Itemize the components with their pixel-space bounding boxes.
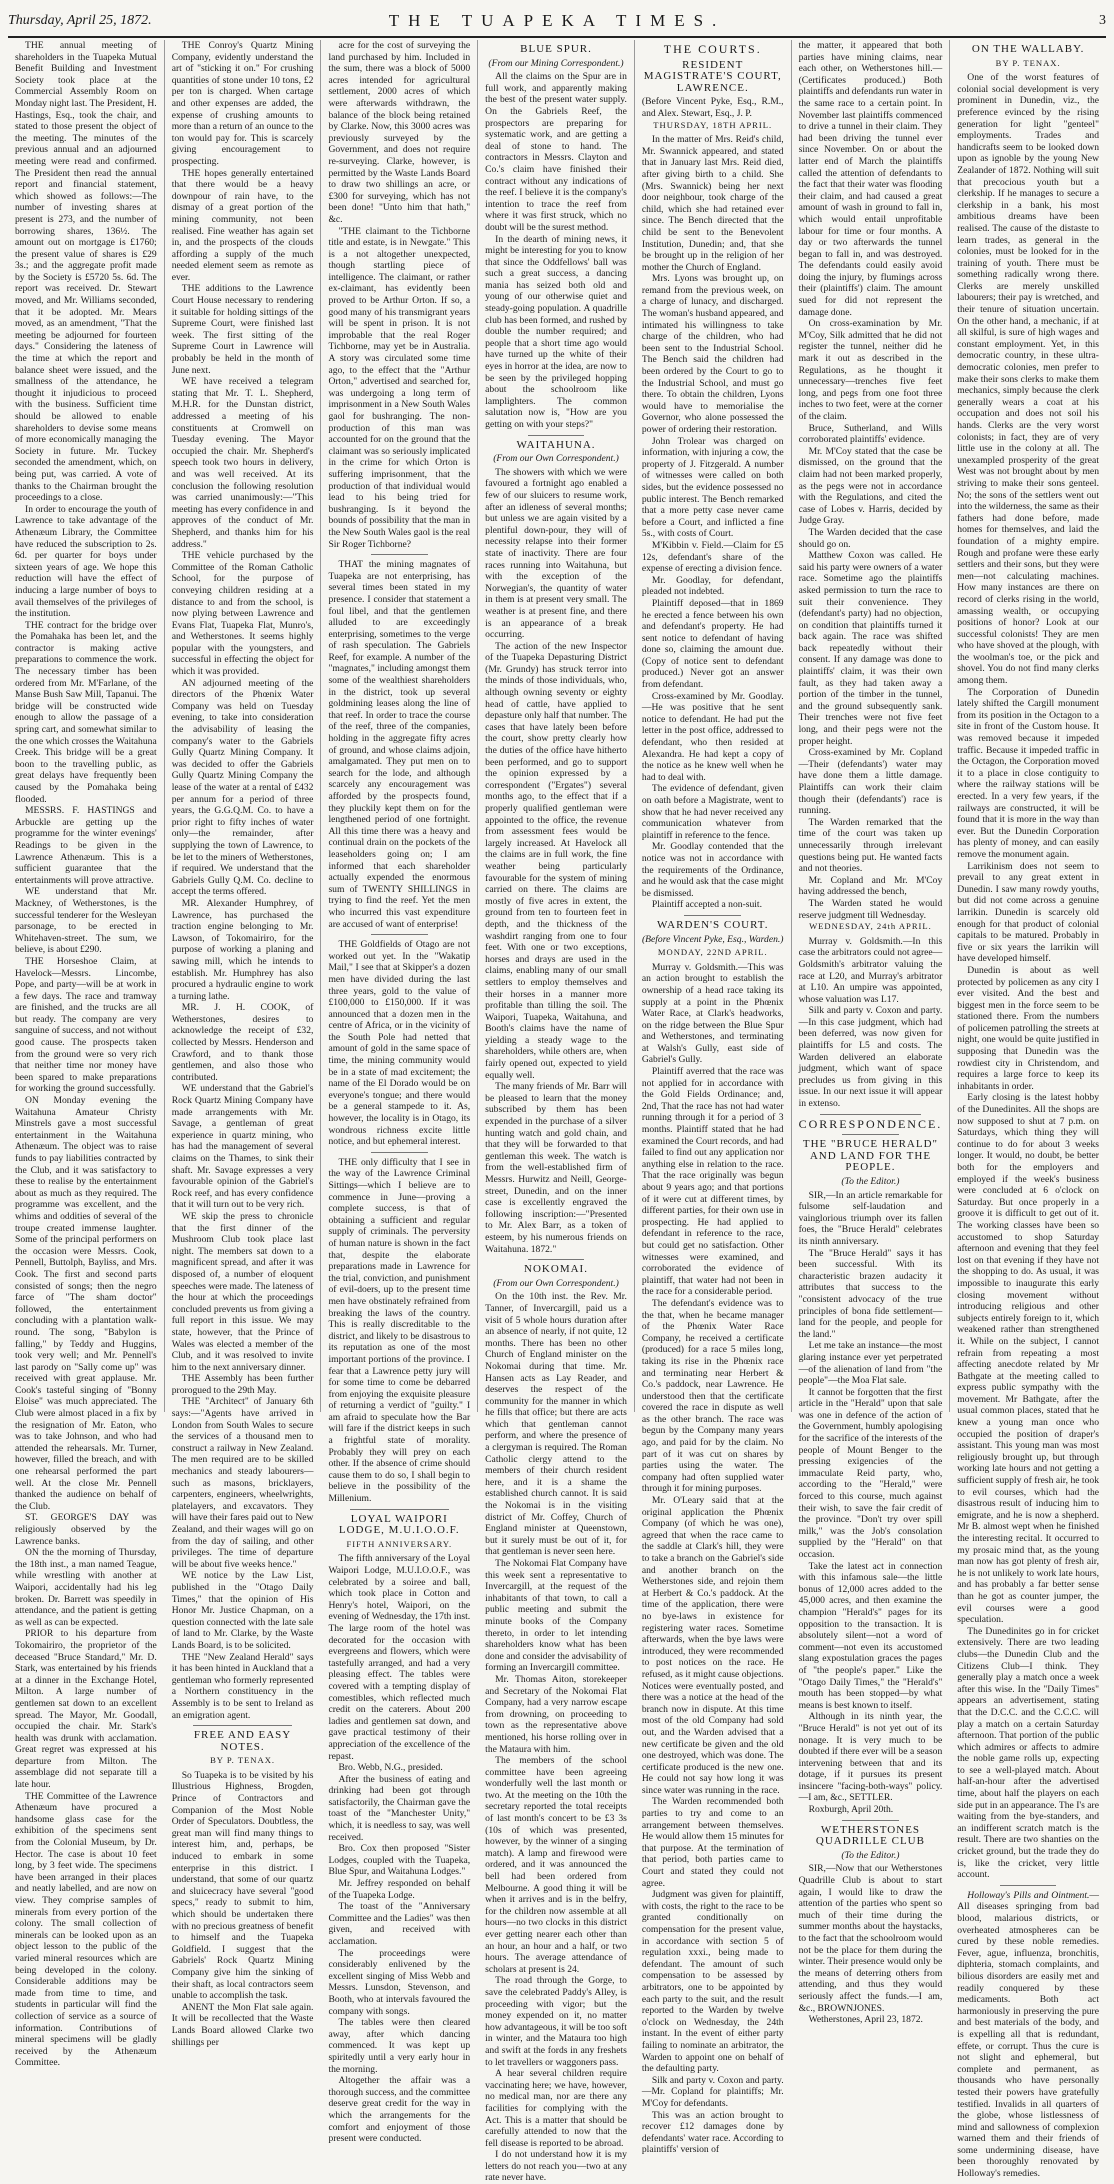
court-paragraph: Silk and party v. Coxon and party.—In this case judgment, which had been deferred, was now given for plaintiffs for L5 and costs. The Warden delivered an elaborate judgment, which want of space precludes us from giving in this issue. In our next issue it will appear in extenso.: [798, 1005, 943, 1110]
column-4: [478, 40, 635, 2184]
article-paragraph: Mr. Thomas Aiton, storekeeper and Secretary of the Nokomai Flat Company, had a very narrow escape from drowning, on proceeding to town as the representative above mentioned, his horse rolling over in the Mataura with him.: [485, 1673, 627, 1755]
advertisement-text: All diseases springing from bad blood, malarious districts, or overheated atmospheres can be cured by these noble remedies. Fever, ague, influenza, bronchitis, diphteria, stomach complaints, and bilious disorders are easily met and readily conquered by these medicaments. Both act harmoniously in preserving the pure and best materials of the body, and is expelling all that is redundant, effete, or corrupt. Thus the cure is not slight and ephemeral, but complete and permanent, as thousands who have personally tested their powers have gratefully testified. Invalids in all quarters of the globe, whose listlessness of mind and sallowness of complexion warned them and their friends of some undermining disease, have been thoroughly renovated by Holloway's remedies.: [957, 1901, 1099, 2180]
letter-paragraph: Roxburgh, April 20th.: [808, 1804, 894, 1816]
article-paragraph: The proceedings were considerably enlivened by the excellent singing of Miss Webb and Messrs. Lunsdon, Stevenson, and Booth, who at intervals favoured the company with songs.: [328, 1947, 471, 2017]
article-paragraph: THE Goldfields of Otago are not worked out yet. In the "Wakatip Mail," I see that at Skipper's a dozen men have divided during the last three years, gold to the value of £100,000 to £150,000. If it was announced that a dozen men in the centre of Africa, or in the vicinity of the South Pole had netted that amount of gold in the same space of time, the mining community would be in a state of mad excitement; the name of the El Dorado would be on everyone's tongue; and there would be a general stampede to it. As, however, the locality is in Otago, its wondrous richness excite little notice, and but ephemeral interest.: [328, 939, 471, 1148]
court-paragraph: John Trolear was charged on information, with injuring a cow, the property of J. Fitzgerald. A number of witnesses were called on both sides, but the evidence possessed no public interest. The Bench remarked that a more petty case never came before a Court, and inflicted a fine 5s., with costs of Court.: [641, 435, 784, 540]
news-paragraph: WE understand that Mr. Mackney, of Wetherstones, is the successful tenderer for the Wesleyan parsonage, to be erected in Whitehaven-street. The sum, we believe, is about £290.: [15, 886, 157, 956]
article-paragraph: The showers with which we were favoured a fortnight ago enabled a few of our sluicers to resume work, after an idleness of several months; but unless we are again visited by a plentiful down-pour, they will of necessity relapse into their former state of inactivity. There are four races running into Waitahuna, but with the exception of the Norwegian's, the quantity of water in them is at present very small. The weather is at present fine, and there is an appearance of a break occurring.: [485, 466, 627, 641]
article-paragraph: One of the worst features of colonial social development is very prominent in Dunedin, viz., the preference evinced by the rising generation for light "genteel" employments. Trades and handicrafts seem to be looked down upon as ignoble by the young New Zealander of 1872. Nothing will suit that precocious youth but a clerkship. If he manages to secure a clerkship in a bank, his most ambitious dreams have been realised. The cause of the distaste to learn trades, as general in the colonies, must be looked for in the training of youth. There must be something radically wrong there. Clerks are merely unskilled labourers; their pay is wretched, and their tenure of situation uncertain. On the other hand, a mechanic, if at all skilful, is sure of high wages and constant employment. Yet, in this democratic country, in these ultra-democratic colonies, men prefer to make their sons clerks to make them mechanics, simply because the clerk generally wears a coat at his occupation and does not soil his hands. Clerks are the very worst colonists; in fact, they are of very little use in the colony at all. The unexampled prosperity of the great West was not brought about by men striving to make their sons genteel. No; the sons of the settlers went out into the wilderness, the same as their fathers had done before, made homes for themselves, and laid the foundation of a mighty empire. Rough and profane were these early settlers and their sons, but they were men—not calculating machines. How many instances are there on record of clerks rising in the world, amassing wealth, or occupying positions of honor? Look at our successful colonists! They are men who have shoved at the plough, with the woolman's toe, or the pick and shovel. You do not find many clerks among them.: [957, 72, 1099, 687]
news-paragraph: PRIOR to his departure from Tokomairiro, the proprietor of the deceased "Bruce Standard," Mr. D. Stark, was entertained by his friends at a dinner in the Exchange Hotel, Milton. A large number of gentlemen sat down to an excellent spread. The Mayor, Mr. Goodall, occupied the chair. Mr. Stark's health was drunk with acclamation. Great regret was expressed at his departure from Milton. The assemblage did not separate till a late hour.: [15, 1628, 157, 1791]
court-paragraph: Murray v. Goldsmith.—In this case the arbitrators could not agree—Goldsmith's arbitrator valuing the race at L20, and Murray's arbitrator at L10. An umpire was appointed, whose valuation was L17.: [798, 935, 943, 1005]
article-paragraph: In the dearth of mining news, it might be interesting for you to know that since the Oddfellows' ball was such a great success, a dancing mania has seized both old and young of our otherwise quiet and steady-going population. A quadrille club has been formed, and rushed by double the number required; and people that a short time ago would have turned up the white of their eyes in horror at the idea, are now to be seen by the privileged hopping about the schoolroom like lamplighters. The common salutation now is, "How are you getting on with your steps?": [485, 233, 627, 430]
article-paragraph: So Tuapeka is to be visited by his Illustrious Highness, Brogden, Prince of Contractors and Companion of the Most Noble Order of Speculators. Doubtless, the great man will find many things to interest him, and, perhaps, be induced to embark in some enterprise in this district. I understand, that some of our quartz and sluicecracy have several "good specs," ready to submit to him, which should be undertaken there with no precious greatness of benefit to himself and the Tuapeka Goldfield. I suggest that the Gabriels' Rock Quartz Mining Company give him the sinking of their shaft, as local contractors seem unable to accomplish the task.: [171, 1769, 314, 2002]
court-paragraph: Cross-examined by Mr. Goodlay.—He was positive that he sent notice to defendant. He had put the letter in the post office, addressed to defendant, who then resided at Alexandra. He had kept a copy of the notice as he knew well when he had to deal with.: [641, 690, 784, 783]
news-paragraph: THE annual meeting of shareholders in the Tuapeka Mutual Benefit Building and Investment Society took place at the Commercial Assembly Room on Monday night last. The President, H. Hastings, Esq., took the chair, and stated to those present the object of the meeting. The minutes of the previous annual and an adjourned meeting were read and confirmed. The President then read the annual report and financial statement, which showed as follows:—The number of investing shares at present is 273, and the number of borrowing shares, 136½. The amount out on mortgage is £1760; the present value of shares is £29 3s.; and the aggregate profit made by the Society is £5720 5s. 6d. The report was received. Dr. Stewart moved, and Mr. Williams seconded, that it be adopted. Mr. Mears moved, as an amendment, "That the meeting be adjourned for fourteen days." Considering the lateness of the time at which the report and balance sheet were issued, and the smallness of the attendance, he thought it injudicious to proceed with the business. Sufficient time should be allowed to enable shareholders to devise some means of more economically managing the Society in future. Mr. Tuckey seconded the amendment, which, on being put, was carried. A vote of thanks to the Chairman brought the proceedings to a close.: [15, 40, 157, 504]
news-paragraph: AN adjourned meeting of the directors of the Phœnix Water Company was held on Tuesday evening, to take into consideration the advisability of leasing the company's water to the Gabriels Gully Quartz Mining Company. It was decided to offer the Gabriels Gully Quartz Mining Company the lease of the water at a rental of £432 per annum for a period of three years, the G.G.Q.M. Co. to have a prior right to fifty inches of water only—the remainder, after supplying the town of Lawrence, to be let to the miners of Wetherstones, if required. We understand that the Gabriels Gully Q.M. Co. decline to accept the terms offered.: [171, 677, 314, 898]
article-paragraph: Altogether the affair was a thorough success, and the committee deserve great credit for the way in which the arrangements for the comfort and enjoyment of those present were conducted.: [328, 2075, 471, 2145]
article-paragraph: All the claims on the Spur are in full work, and apparently making the best of the present water supply. On the Gabriels Reef, the prospectors are preparing for systematic work, and are getting a deal of stone to hand. The contractors in Messrs. Clayton and Co.'s claim have finished their contract without any indications of the reef. I believe it is the company's intention to trace the reef from where it was first struck, which no doubt will be the surest method.: [485, 71, 627, 233]
court-paragraph: This was an action brought to recover £12 damages done by defendants' water race. According to plaintiffs' version of: [641, 2109, 784, 2156]
column-2: [165, 40, 322, 2048]
article-paragraph: The Corporation of Dunedin lately shifted the Cargill monument from its position in the Octagon to a site in front of the Custom house. It was removed because it impeded traffic. Because it impeded traffic in the Octagon, the Corporation moved it to a place in close contiguity to where the railway stations will be erected. In a very few years, if the railways are constructed, it will be found that it is more in the way than ever. But the Dunedin Corporation has plenty of money, and can easily remove the monument again.: [957, 686, 1099, 860]
divider: [371, 934, 428, 935]
court-paragraph: the matter, it appeared that both parties have mining claims, near each other, on Wetherstones hill.—(Certificates produced.) Both plaintiffs and defendants run water in the same race to a certain point. In November last plaintiffs commenced to drive a tunnel in their claim. They had been driving the tunnel ever since November. On or about the latter end of March the plaintiffs called the attention of defendants to the fact that their water was flooding their claim, and had caused a great amount of wash in ground to fall in, which would entail unprofitable labour for time or four months. A day or two afterwards the tunnel began to fall in, and was destroyed. The defendants could easily avoid doing the injury, by flumings across their (plaintiffs') claim. The amount sued for did not represent the damage done.: [798, 40, 943, 318]
news-paragraph: MR. J. H. COOK, of Wetherstones, desires to acknowledge the receipt of £32, collected by Messrs. Henderson and Crawford, and to thank those gentlemen, and also those who contributed.: [171, 1002, 314, 1083]
article-paragraph: Larrikinism does not seem to prevail to any great extent in Dunedin. I saw many rowdy youths, but did not come across a genuine larrikin. Dunedin is scarcely old enough for that product of colonial capitals to be matured. Probably in five or six years the larrikin will have developed himself.: [957, 860, 1099, 965]
divider: [820, 1114, 921, 1115]
divider: [842, 1134, 899, 1135]
news-paragraph: THE additions to the Lawrence Court House necessary to rendering it suitable for holding sittings of the Supreme Court, were finished last week. The first sitting of the Supreme Court in Lawrence will probably be held in the month of June next.: [171, 283, 314, 376]
court-paragraph: Matthew Coxon was called. He said his party were owners of a water race. Sometime ago the plaintiffs asked permission to turn the race to suit their convenience. They (defendant's party) had no objection, on condition that plaintiffs turned it back again. The race was shifted back repeatedly without their consent. If any damage was done to plaintiffs' claim, it was their own fault, as they had taken away a portion of the timber in the tunnel, and the ground subsequently sank. Their trenches were not five feet long, and their pegs were not the proper height.: [798, 550, 943, 747]
news-paragraph: In order to encourage the youth of Lawrence to take advantage of the Athenæum Library, the Committee have reduced the subscription to 2s. 6d. per quarter for boys under sixteen years of age. We hope this reduction will have the effect of inducing a large number of boys to avail themselves of the privileges of the institution.: [15, 503, 157, 620]
article-paragraph: The road through the Gorge, to save the celebrated Paddy's Alley, is proceeding with vigor; but the money expended on it, no matter how advantageous, it will be too soft in winter, and the Mataura too high and swift at the fords in any freshets to let travellers or waggoners pass.: [485, 1975, 627, 2068]
letter-address: (To the Editor.): [841, 1176, 900, 1187]
news-paragraph: THE Horseshoe Claim, at Havelock—Messrs. Lincombe, Pope, and party—will be at work in a few days. The race and tramway are finished, and the trucks are all but ready. The company are very sanguine of success, and not without good cause. The prospects taken from the ground were so very rich that neither time nor money have been spared to make preparations for working the ground successfully.: [15, 955, 157, 1095]
news-paragraph: THE Committee of the Lawrence Athenæum have procured a handsome glass case for the exhibition of the specimens sent from the Colonial Museum, by Dr. Hector. The case is about 10 feet long, by 3 feet wide. The specimens have been arranged in their places and neatly labelled, and are now on view. They comprise samples of minerals from every portion of the colony. The small collection of minerals can be looked upon as an object lesson to the public of the varied mineral resources which are being developed in the colony. Considerable additions may be made from time to time, and students in particular will find the collection of service as a source of information. Contributions of mineral specimens will be gladly received by the Athenæum Committee.: [15, 1790, 157, 2069]
letter-paragraph: Let me take an instance—the most glaring instance ever yet perpetrated—of the alienation of land from "the people"—the Moa Flat sale.: [798, 1340, 943, 1387]
court-paragraph: Mr. M'Coy stated that the case be dismissed, on the ground that the claim had not been marked properly, as the pegs were not in accordance with the Regulations, and cited the case of Lobes v. Harris, decided by Judge Gray.: [798, 445, 943, 527]
court-date: WEDNESDAY, 24th APRIL.: [809, 921, 932, 932]
court-paragraph: The defendant's evidence was to the that, when he became manager of the Phœnix Water Race Company, he received a certificate (produced) for a race 5 miles long, taking its rise in the Phœnix race and terminating near Herbert & Co.'s paddock, near Lawrence. He understood then that the certificate covered the race in dispute as well as the other branch. The race was begun by the Company many years ago, and paid for by the claim. No part of it was cut on shares by parties using the water. The company had often supplied water through it for mining purposes.: [641, 1297, 784, 1495]
court-paragraph: Mr. Goodlay, for defendant, pleaded not indebted.: [641, 574, 784, 598]
news-paragraph: ON the the morning of Thursday, the 18th inst., a man named Teague, while wrestling with another at Waipori, accidentally had his leg broken. Dr. Barrett was speedily in attendance, and the patient is getting as well as can be expected.: [15, 1547, 157, 1628]
court-paragraph: The evidence of defendant, given on oath before a Magistrate, went to show that he had never received any communication whatever from plaintiff in reference to the fence.: [641, 783, 784, 841]
article-paragraph: Dunedin is about as well protected by policemen as any city I ever visited. And the best and biggest men in the force seem to be stationed there. From the numbers of policemen patrolling the streets at night, one would be quite justified in supposing that Dunedin was the rowdiest city in Christendom, and requires a large force to keep its inhabitants in order.: [957, 964, 1099, 1092]
section-byline: BY P. TENAX.: [210, 1755, 276, 1766]
court-paragraph: M'Kibbin v. Field.—Claim for £5 12s, defendant's share of the expense of erecting a division fence.: [641, 539, 784, 575]
court-paragraph: The Warden recommended both parties to try and come to an arrangement between themselves. He would allow them 15 minutes for that purpose. At the termination of that period, both parties came to Court and stated they could not agree.: [641, 1796, 784, 1889]
article-paragraph: On the 10th inst. the Rev. Mr. Tanner, of Invercargill, paid us a visit of 5 whole hours duration after an absence of nearly, if not quite, 12 months. There has been no other Church of England minister on the Nokomai during that time. Mr. Hansen acts as Lay Reader, and deserves the respect of the community for the manner in which he fills that office; but there are acts which that gentleman cannot perform, and where the presence of a clergyman is required. The Roman Catholic clergy attend to the members of their church resident here, and it is a shame the established church cannot. It is said the Nokomai is in the visiting district of Mr. Coffey, Church of England minister at Queenstown, but it surely must be out of it, for that gentleman is never seen here.: [485, 1291, 627, 1558]
article-paragraph: Bro. Cox then proposed "Sister Lodges, coupled with the Tuapeka, Blue Spur, and Waitahuna Lodges.": [328, 1843, 471, 1878]
court-paragraph: Mr. O'Leary said that at the original application the Phœnix Company (of which he was one), agreed that when the race came to the saddle at Clark's hill, they were to take a branch on the Gabriel's side and another branch on the Wetherstones side, and rejoin them at Herbert & Co.'s paddock. At the time of the application, there were no bye-laws in existence for registering water races. Sometime afterwards, when the bye laws were introduced, they were recommended to post notices on the race. He refused, as it might cause objections. Notices were eventually posted, and there was a notice at the head of the branch now in dispute. At this time most of the old Company had sold out, and the Warden advised that a new certificate be given and the old one destroyed, which was done. The certificate produced is the new one. He could not say how long it was since water was running in the race.: [641, 1495, 784, 1796]
letter-paragraph: Wetherstones, April 23, 1872.: [808, 2014, 923, 2026]
section-title: BLUE SPUR.: [520, 43, 592, 55]
news-paragraph: WE have received a telegram stating that Mr. T. L. Shepherd, M.H.R. for the Dunstan district, addressed a meeting of his constituents at Cromwell on Tuesday evening. The Mayor occupied the chair. Mr. Shepherd's speech took two hours in delivery, and was well received. At its conclusion the following resolution was carried unanimously:—"This meeting has every confidence in and approves of the conduct of Mr. Shepherd, and thanks him for his address.": [171, 376, 314, 550]
divider: [528, 1259, 585, 1260]
divider: [1000, 1885, 1057, 1886]
section-title: FREE AND EASY NOTES.: [193, 1729, 292, 1753]
court-paragraph: Cross-examined by Mr. Copland—Their (defendants') water may have done them a little damage. Plaintiffs can work their claim though their (defendants') race is running.: [798, 747, 943, 817]
letter-address: (To the Editor.): [841, 1849, 900, 1861]
article-paragraph: The action of the new Inspector of the Tuapeka Depasturing District (Mr. Grundy) has struck terror into the minds of those individuals, who, although owning seventy or eighty head of cattle, have applied to depasture only half that number. The cases that have lately been before the court, show pretty clearly how the duties of the office have hitherto been performed, and go to support the opinion expressed by a correspondent ("Ergates") several months ago, to the effect that if a properly qualified gentleman were appointed to the office, the revenue from assessment fees would be largely increased. At Havelock all the claims are in full work, the fine weather being particularly favourable for the system of mining carried on there. The claims are mostly of five acres in extent, the ground from ten to fourteen feet in depth, and the thickness of the washdirt ranging from one to four feet. With one or two exceptions, horses and drays are used in the claims, enabling many of our small settlers to employ themselves and their horses in a manner more profitable than tilling the soil. The Waipori, Tuapeka, Waitahuna, and Booth's claims have the name of yielding a steady wage to the shareholders, while others are, when fairly opened out, expected to yield equally well.: [485, 640, 627, 1081]
section-title: CORRESPONDENCE.: [798, 1116, 943, 1131]
court-paragraph: The Warden stated he would reserve judgment till Wednesday.: [798, 897, 943, 921]
court-paragraph: Mr. Copland and Mr. M'Coy having addressed the bench,: [798, 874, 943, 898]
article-paragraph: The tables were then cleared away, after which dancing commenced. It was kept up spiritedly until a very early hour in the morning.: [328, 2017, 471, 2075]
section-title: ON THE WALLABY.: [971, 43, 1085, 55]
column-1: [8, 40, 165, 2069]
news-paragraph: ST. GEORGE'S DAY was religiously observed by the Lawrence banks.: [15, 1512, 157, 1547]
article-paragraph: ANENT the Mon Flat sale again. It will be recollected that the Waste Lands Board allowed Clarke two shillings per: [171, 2001, 314, 2048]
article-paragraph: "THE claimant to the Tichborne title and estate, is in Newgate." This is a not altogether unexpected, though startling piece of intelligence. The claimant, or rather ex-claimant, has evidently been proved to be Arthur Orton. If so, a good many of his transmigrant years will be spent in prison. It is not improbable that the real Roger Tichborne, may yet be in Australia. A story was circulated some time ago, to the effect that the "Arthur Orton," advertised and searched for, was undergoing a long term of imprisonment in a New South Wales gaol for bushranging. The non-production of this man was accounted for on the ground that the claimant was so seriously implicated in the crime for which Orton is suffering imprisonment, that the production of that individual would lead to his being tried for bushranging. Is it beyond the bounds of possibility that the man in the New South Wales gaol is the real Sir Roger Tichborne?: [328, 225, 471, 550]
article-paragraph: THE only difficulty that I see in the way of the Lawrence Criminal Sittings—which I believe are to commence in June—proving a complete success, is that of obtaining a sufficient and regular supply of criminals. The perversity of human nature is shown in the fact that, despite the elaborate preparations made in Lawrence for the trial, conviction, and punishment of evil-doers, up to the present time men have obstinately refrained from breaking the laws of the country. This is really discreditable to the district, and likely to be disastrous to its reputation as one of the most important portions of the province. I fear that a Lawrence petty jury will for some time to come be debarred from enjoying the exquisite pleasure of returning a verdict of "guilty." I am afraid to speculate how the Bar will fare if the district keeps in such a frightful state of morality. Probably they will prey on each other. If the absence of crime should cause them to do so, I shall begin to believe in the possibility of the Millenium.: [328, 1156, 471, 1505]
divider: [842, 1820, 899, 1821]
letter-title: WETHERSTONES QUADRILLE CLUB: [815, 1823, 925, 1848]
newspaper-title: THE TUAPEKA TIMES.: [388, 11, 726, 30]
news-paragraph: THE Conroy's Quartz Mining Company, evidently understand the art of "sticking it on." For crushing quantities of stone under 10 tons, £2 per ton is charged. When cartage and other expenses are added, the expense of crushing amounts to more than a return of an ounce to the ton would pay for. This is scarcely giving encouragement to prospecting.: [171, 40, 314, 167]
court-paragraph: Mr. Goodlay contended that the notice was not in accordance with the requirements of the Ordinance, and he would ask that the case might be dismissed.: [641, 841, 784, 899]
advertisement-heading: Holloway's Pills and Ointment.: [967, 1889, 1090, 1901]
article-paragraph: The many friends of Mr. Barr will be pleased to learn that the money subscribed by them has been expended in the purchase of a silver hunting watch and gold chain, and that they will be forwarded to that gentleman this week. The watch is from the well-established firm of Messrs. Hurwitz and Neill, George-street, Dunedin, and on the inner case is excellently engraved the following inscription:—"Presented to Mr. Alex Barr, as a token of esteem, by his numerous friends on Waitahuna. 1872.": [485, 1081, 627, 1255]
column-5: [635, 40, 792, 2156]
correspondent-note: (From our Own Correspondent.): [493, 453, 619, 465]
article-paragraph: Early closing is the latest hobby of the Dunedinites. All the shops are now supposed to shut at 7 p.m. on Saturdays, which thing they will continue to do for about 3 weeks longer. It would, no doubt, be better both for the employers and employed if the week's business were concluded at 6 o'clock on Saturday. But once properly in a groove it is difficult to get out of it. The working classes have been so accustomed to shop Saturday afternoon and evening that they feel lost on that evening if they have not the shopping to do. As usual, it was impossible to inaugurate this early closing movement without introducing religious and other subjects entirely foreign to it, which weakened rather than strengthened it. While on the subject, I cannot refrain from repeating a most affecting anecdote related by Mr Bathgate at the meeting called to express public sympathy with the movement. Mr Bathgate, after the usual common places, stated that he knew a young man once who occupied the position of draper's assistant. This young man was most religiously brought up, but through working late hours and not getting a sufficient supply of fresh air, he took to evil courses, which had the disastrous result of inducing him to emigrate, and he is now a shepherd. Mr B. almost wept when he finished the interesting recital. It occurred to my prosaic mind that, as the young man now has got plenty of fresh air, he is not unlikely to work late hours, and has probably a far better sense than he got as counter jumper, the evil courses were a good speculation.: [957, 1092, 1099, 1626]
news-paragraph: WE notice by the Law List, published in the "Otago Daily Times," that the opinion of His Honor Mr. Justice Chapman, on a question connected with the late sale of land to Mr. Clarke, by the Waste Lands Board, is to be solicited.: [171, 1570, 314, 1651]
article-paragraph: Mr. Jeffrey responded on behalf of the Tuapeka Lodge.: [328, 1878, 471, 1901]
court-title: WARDEN'S COURT.: [657, 918, 769, 931]
continued-paragraph: acre for the cost of surveying the land purchased by him. Included in the sum, there was a block of 5000 acres intended for agricultural settlement, 2000 acres of which were afterwards withdrawn, the balance of the block being retained by Clarke. Now, this 3000 acres was previously surveyed by the Government, and does not require re-surveying. Clarke, however, is permitted by the Waste Lands Board to draw two shillings an acre, or £300 for surveying, which has not been done! "Unto him that hath," &c.: [328, 40, 471, 225]
divider: [684, 915, 741, 916]
court-paragraph: Bruce, Sutherland, and Wills corroborated plaintiffs' evidence.: [798, 422, 943, 446]
article-paragraph: Bro. Webb, N.G., presided.: [338, 1762, 443, 1774]
court-date: THURSDAY, 18TH APRIL.: [653, 119, 773, 130]
court-date: MONDAY, 22ND APRIL.: [657, 947, 768, 958]
advertisement-paragraph: Holloway's Pills and Ointment.—All diseases springing from bad blood, malarious districts, or overheated atmospheres can be cured by these noble remedies. Fever, ague, influenza, bronchitis, diphteria, stomach complaints, and bilious disorders are easily met and readily conquered by these medicaments. Both act harmoniously in preserving the pure and best materials of the body, and is expelling all that is redundant, effete, or corrupt. Thus the cure is not slight and ephemeral, but complete and permanent, as thousands who have personally tested their powers have gratefully testified. Invalids in all quarters of the globe, whose listlessness of mind and sallowness of complexion warned them and their friends of some undermining disease, have been thoroughly renovated by Holloway's remedies.: [957, 1889, 1099, 2180]
court-title: RESIDENT MAGISTRATE'S COURT, LAWRENCE.: [643, 58, 782, 94]
article-paragraph: The toast of the "Anniversary Committee and the Ladies" was then given, and received with acclamation.: [328, 1901, 471, 1947]
columns: [8, 40, 1106, 2184]
letter-paragraph: It cannot be forgotten that the first article in the "Herald" upon that sale was one in defence of the action of the Government, humbly apologising for the sacrifice of the interests of the people of Mount Benger to the pressing exigencies of the immaculate Reid party, who, according to the "Herald," were forced to this course, much against their wish, to save the fair credit of the province. "Don't try over spill milk," was the Job's consolation supplied by the "Herald" on that occasion.: [798, 1386, 943, 1560]
court-paragraph: On cross-examination by Mr. M'Coy, Silk admitted that he did not register the tunnel, neither did he mark it out as described in the Regulations, as he thought it unnecessary—trenches five feet long, and pegs from one foot three inches to two feet, were at the corner of the claim.: [798, 318, 943, 422]
section-title: WAITAHUNA.: [516, 438, 596, 451]
court-paragraph: Plaintiff accepted a non-suit.: [651, 899, 762, 911]
court-paragraph: In the matter of Mrs. Reid's child, Mr. Swannick appeared, and stated that in January last Mrs. Reid died, after giving birth to a child. She (Mrs. Swannick) being her next door neighbour, took charge of the child, which she had retained ever since. The Bench directed that the child be sent to the Benevolent Institution, Dunedin; and, that she be brought up in the religion of her mother the Church of England.: [641, 134, 784, 273]
court-paragraph: Mrs. Lyons was brought up, on remand from the previous week, on a charge of lunacy, and discharged. The woman's husband appeared, and intimated his willingness to take charge of the children, who had been sent to the Industrial School. The Bench said the children had been ordered by the Court to go to the Industrial School, and must go there. To obtain the children, Lyons would have to memorialise the Governor, who alone possessed the power of ordering their restoration.: [641, 273, 784, 435]
news-paragraph: THE contract for the bridge over the Pomahaka has been let, and the contractor is making active preparations to commence the work. The necessary timber has been ordered from Mr. M'Farlane, of the Manse Bush Saw Mill, Tapanui. The bridge will be constructed wide enough to allow the passage of a spring cart, and somewhat similar to the one which crosses the Waitahuna Creek. This bridge will be a great boon to the travelling public, as great delays have frequently been caused by the Pomahaka being flooded.: [15, 619, 157, 805]
article-paragraph: The fifth anniversary of the Loyal Waipori Lodge, M.U.I.O.O.F., was celebrated by a soiree and ball, which took place in Cotton and Henry's hotel, Waipori, on the evening of Wednesday, the 17th inst. The large room of the hotel was decorated for the occasion with evergreens and flowers, which were tastefully arranged, and had a very pleasing effect. The tables were covered with a tempting display of comestibles, which reflected much credit on the caterers. About 200 ladies and gentlemen sat down, and gave practical testimony of their appreciation of the excellence of the repast.: [328, 1553, 471, 1762]
article-paragraph: A hear several children require vaccinating here; we have, however, no medical man, nor are there any facilities for complying with the Act. This is a matter that should be carefully attended to now that the fell disease is reported to be abroad.: [485, 2068, 627, 2149]
news-paragraph: ON Monday evening the Waitahuna Amateur Christy Minstrels gave a most successful entertainment in the Waitahuna Athenæum. The object was to raise funds to pay liabilities contracted by the Club, and it was satisfactory to these to realise by the entertainment about as much as they required. The programme was excellent, and the whims and oddities of several of the troupe created immense laughter. Some of the principal performers on the occasion were Messrs. Cook, Pennell, Buttolph, Bayliss, and Mrs. Cook. The first and second parts consisted of songs; then the negro farce of "The sham doctor" followed, the entertainment concluding with a plantation walk-round. The song, "Babylon is falling," by Teddy and Huggins, took very well; and Mr. Pennell's last parody on "Sally come up" was received with great applause. Mr. Cook's tasteful singing of "Bonny Eloise" was much appreciated. The Club were almost placed in a fix by the resignation of Mr. Eaton, who was to take Johnson, and who had attended the rehearsals. Mr. Turner, however, filled the breach, and with one rehearsal performed the part well. At the close Mr. Pennell thanked the audience on behalf of the Club.: [15, 1095, 157, 1512]
court-bench: (Before Vincent Pyke, Esq., Warden.): [641, 933, 784, 945]
divider: [193, 1725, 292, 1726]
masthead: [8, 6, 1106, 38]
page-number: 3: [1099, 13, 1106, 28]
news-paragraph: WE understand that the Gabriel's Rock Quartz Mining Company have made arrangements with Mr. Savage, a gentleman of great experience in quartz mining, who has had the management of several claims on the Thames, to sink their shaft. Mr. Savage expresses a very favourable opinion of the Gabriel's Rock reef, and has every confidence that it will turn out to be very rich.: [171, 1083, 314, 1211]
section-title: LOYAL WAIPORI LODGE, M.U.I.O.O.F.: [338, 1512, 460, 1537]
news-paragraph: THE Assembly has been further prorogued to the 29th May.: [171, 1373, 314, 1396]
news-paragraph: THE "Architect" of January 6th says:—"Agents have arrived in London from South Wales to secure the services of a thousand men to construct a railway in New Zealand. The men required are to be skilled mechanics and steady labourers—such as masons, bricklayers, carpenters, engineers, wheelwrights, platelayers, and excavators. They will have their fares paid out to New Zealand, and their wages will go on from the day of sailing, and other privileges. The time of departure will be about five weeks hence.": [171, 1396, 314, 1570]
issue-date: Thursday, April 25, 1872.: [8, 13, 152, 28]
divider: [528, 435, 585, 436]
correspondent-note: (From our Own Correspondent.): [493, 1277, 619, 1289]
section-title: THE COURTS.: [663, 42, 762, 56]
court-paragraph: The Warden decided that the case should go on.: [798, 526, 943, 550]
article-paragraph: The members of the school committee have been agreeing wonderfully well the last month or two. At the meeting on the 10th the secretary reported the total receipts of last month's concert to be £3 3s (10s of which was presented, however, by the winner of a singing match). A lamp and firewood were ordered, and it was announced the bell had been ordered from Melbourne. A good thing it will be when it arrives and is in the belfry, for the children now assemble at all hours—no two clocks in this district ever getting nearer each other than an hour, an hour and a half, or two hours. The average attendance of scholars at present is 24.: [485, 1755, 627, 1975]
court-paragraph: Murray v. Goldsmith.—This was an action brought to establish the ownership of a head race taking its supply at a point in the Phœnix Water Race, at Clark's headworks, on the ridge between the Blue Spur and Wetherstones, and terminating at Walsh's Gully, east side of Gabriel's Gully.: [641, 961, 784, 1066]
court-paragraph: Plaintiff averred that the race was not applied for in accordance with the Gold Fields Ordinance; and, 2nd, That the race has not had water running through it for a period of 3 months. Plaintiff stated that he had examined the Court records, and had failed to find out any application nor anything else in relation to the race. That the race originally was begun about 9 years ago; and that portions of it were cut at different times, by different parties, for their own use in prospecting. He had applied to defendant in reference to the race, but could get no satisfaction. Other witnesses were examined, and corroborated the evidence of plaintiff, that water had not been in the race for a considerable period.: [641, 1066, 784, 1298]
news-paragraph: THE "New Zealand Herald" says it has been hinted in Auckland that a gentleman who formerly represented a Northern constituency in the Assembly is to be sent to Ireland as an emigration agent.: [171, 1651, 314, 1721]
court-paragraph: Plaintiff deposed—that in 1869 he erected a fence between his own and defendant's property. He had sent notice to defendant of having done so, claiming the amount due. (Copy of notice sent to defendant produced.) Never got an answer from defendant.: [641, 597, 784, 691]
column-3: [321, 40, 478, 2145]
divider: [350, 1509, 449, 1510]
column-7: [950, 40, 1106, 2180]
court-paragraph: Silk and party v. Coxon and party.—Mr. Copland for plaintiffs; Mr. M'Coy for defendants.: [641, 2074, 784, 2109]
court-paragraph: The Warden remarked that the time of the court was taken up unnecessarily through irrelevant questions being put. He wanted facts and not theories.: [798, 816, 943, 875]
article-paragraph: THAT the mining magnates of Tuapeka are not enterprising, has several times been stated in my presence. I consider that statement a foul libel, and that the gentlemen alluded to are exceedingly enterprising, sometimes to the verge of rash speculation. The Gabriels Reef, for example. A number of the "magnates," including amongst them some of the wealthiest shareholders in the district, took up several goldmining leases along the line of that reef. In order to trace the course of the reef, three of the companies, holding in the aggregate fifty acres of ground, and whose claims adjoin, amalgamated. They put men on to search for the lode, and although scarcely any encouragement was afforded by the prospects found, they pluckily kept them on for the lengthened period of one fortnight. All this time there was a heavy and continual drain on the pockets of the leaseholders going on; I am informed that each shareholder actually expended the enormous sum of TWENTY SHILLINGS in trying to find the reef. Yet the men who incurred this vast expenditure are accused of want of enterprise!: [328, 559, 471, 930]
letter-paragraph: The "Bruce Herald" says it has been successful. With its characteristic brazen audacity it attributes that success to the "consistent advocacy of the true principles of bona fide settlement—land for the people, and people for the land.": [798, 1247, 943, 1340]
letter-title: THE "BRUCE HERALD" AND LAND FOR THE PEOPLE.: [802, 1138, 939, 1174]
letter-paragraph: Although in its ninth year, the "Bruce Herald" is not yet out of its nonage. It is very much to be doubted if there ever will be a season intervening between that and its dotage, if it pursues its present insincere "facing-both-ways" policy.—I am, &c., SETTLER.: [798, 1711, 943, 1804]
news-paragraph: MR. Alexander Humphrey, of Lawrence, has purchased the traction engine belonging to Mr. Lawson, of Tokomairiro, for the purpose of working a planing and sawing mill, which he intends to establish. Mr. Humphrey has also procured a hydraulic engine to work a turning lathe.: [171, 897, 314, 1002]
divider: [371, 1152, 428, 1153]
news-paragraph: MESSRS. F. HASTINGS and Arbuckle are getting up the programme for the winter evenings' Readings to be given in the Lawrence Athenæum. This is a sufficient guarantee that the entertainments will prove attractive.: [15, 805, 157, 886]
letter-paragraph: SIR,—In an article remarkable for fulsome self-laudation and vainglorious triumph over its fallen foes, the "Bruce Herald" celebrates its ninth anniversary.: [798, 1189, 943, 1247]
article-paragraph: After the business of eating and drinking had been got through satisfactorily, the Chairman gave the toast of the "Manchester Unity," which, it is needless to say, was well received.: [328, 1773, 471, 1843]
section-byline: BY P. TENAX.: [995, 57, 1061, 68]
court-bench: (Before Vincent Pyke, Esq., R.M., and Alex. Stewart, Esq., J. P.: [641, 96, 784, 119]
divider: [371, 554, 428, 555]
letter-paragraph: Take the latest act in connection with this infamous sale—the little bonus of 12,000 acres added to the 45,000 acres, and then examine the champion "Herald's" pages for its opposition to the transaction. It is absolutely silent—not a word of comment—not even its accustomed slang expostulation graces the pages of "the people's paper." Like the "Otago Daily Times," the "Herald's" mouth has been stopped—by what means is best known to itself.: [798, 1560, 943, 1711]
letter-paragraph: SIR,—Now that our Wetherstones Quadrille Club is about to start again, I would like to draw the attention of the parties who spent so much of their time during the summer months about the haystacks, to the fact that the schoolroom would not be the place for them during the winter. Their presence would only be the means of deterring others from attending, and thus they would seriously affect the funds.—I am, &c., BROWNJONES.: [798, 1863, 943, 2014]
news-paragraph: THE hopes generally entertained that there would be a heavy downpour of rain have, to the dismay of a great portion of the mining community, not been realised. Fine weather has again set in, and the prospects of the clouds affording a supply of the much needed element seem as remote as ever.: [171, 167, 314, 283]
section-title: NOKOMAI.: [524, 1263, 588, 1276]
news-paragraph: WE skip the press to chronicle that the first dinner of the Mushroom Club took place last night. The members sat down to a magnificent spread, and after it was disposed of, a number of eloquent speeches were made. The lateness of the hour at which the proceedings concluded prevents us from giving a full report in this issue. We may state, however, that the Prince of Wales was elected a member of the Club, and it was resolved to invite him to the next anniversary dinner.: [171, 1210, 314, 1373]
column-6: [792, 40, 951, 2026]
article-paragraph: The Nokomai Flat Company have this week sent a representative to Invercargill, at the request of the inhabitants of that town, to call a public meeting and submit the minute books of the Company thereto, in order to let intending shareholders know what has been done and consider the advisability of forming an Invercargill committee.: [485, 1558, 627, 1674]
article-paragraph: The Dunedinites go in for cricket extensively. There are two leading clubs—the Dunedin Club and the Citizens Club—I think. They generally play a match once a week after this wise. In the "Daily Times" appears an advertisement, stating that the D.C.C. and the C.C.C. will play a match on a certain Saturday afternoon. That portion of the public which admires or affects to admire the noble game rolls up, expecting to see a well-played match. About half-an-hour after the advertised time, about half the players on each side put in an appearance. The I's are waiting from the bye-standers, and an indifferent scratch match is the result. There are two shanties on the cricket ground, but the trade they do is, like the cricket, very little account.: [957, 1625, 1099, 1881]
court-paragraph: Judgment was given for plaintiff, with costs, the right to the race to be granted conditionally on compensation for the present value, in accordance with section 5 of regulation xxxi., being made to defendant. The amount of such compensation to be assessed by arbitrators, one to be appointed by each party to the suit, and the result reported to the Warden by twelve o'clock on Wednesday, the 24th instant. In the event of either party failing to nominate an arbitrator, the Warden to appoint one on behalf of the defaulting party.: [641, 1889, 784, 2075]
article-paragraph: I do not understand how it is my letters do not reach you—two at any rate never have.: [485, 2149, 627, 2184]
section-subtitle: FIFTH ANNIVERSARY.: [346, 1538, 453, 1549]
correspondent-note: (From our Mining Correspondent.): [488, 57, 624, 69]
news-paragraph: THE vehicle purchased by the Committee of the Roman Catholic School, for the purpose of conveying children residing at a distance to and from the school, is now plying between Lawrence and Evans Flat, Tuapeka Flat, Munro's, and Wetherstones. It seems highly popular with the youngsters, and successful in effecting the object for which it was provided.: [171, 550, 314, 678]
